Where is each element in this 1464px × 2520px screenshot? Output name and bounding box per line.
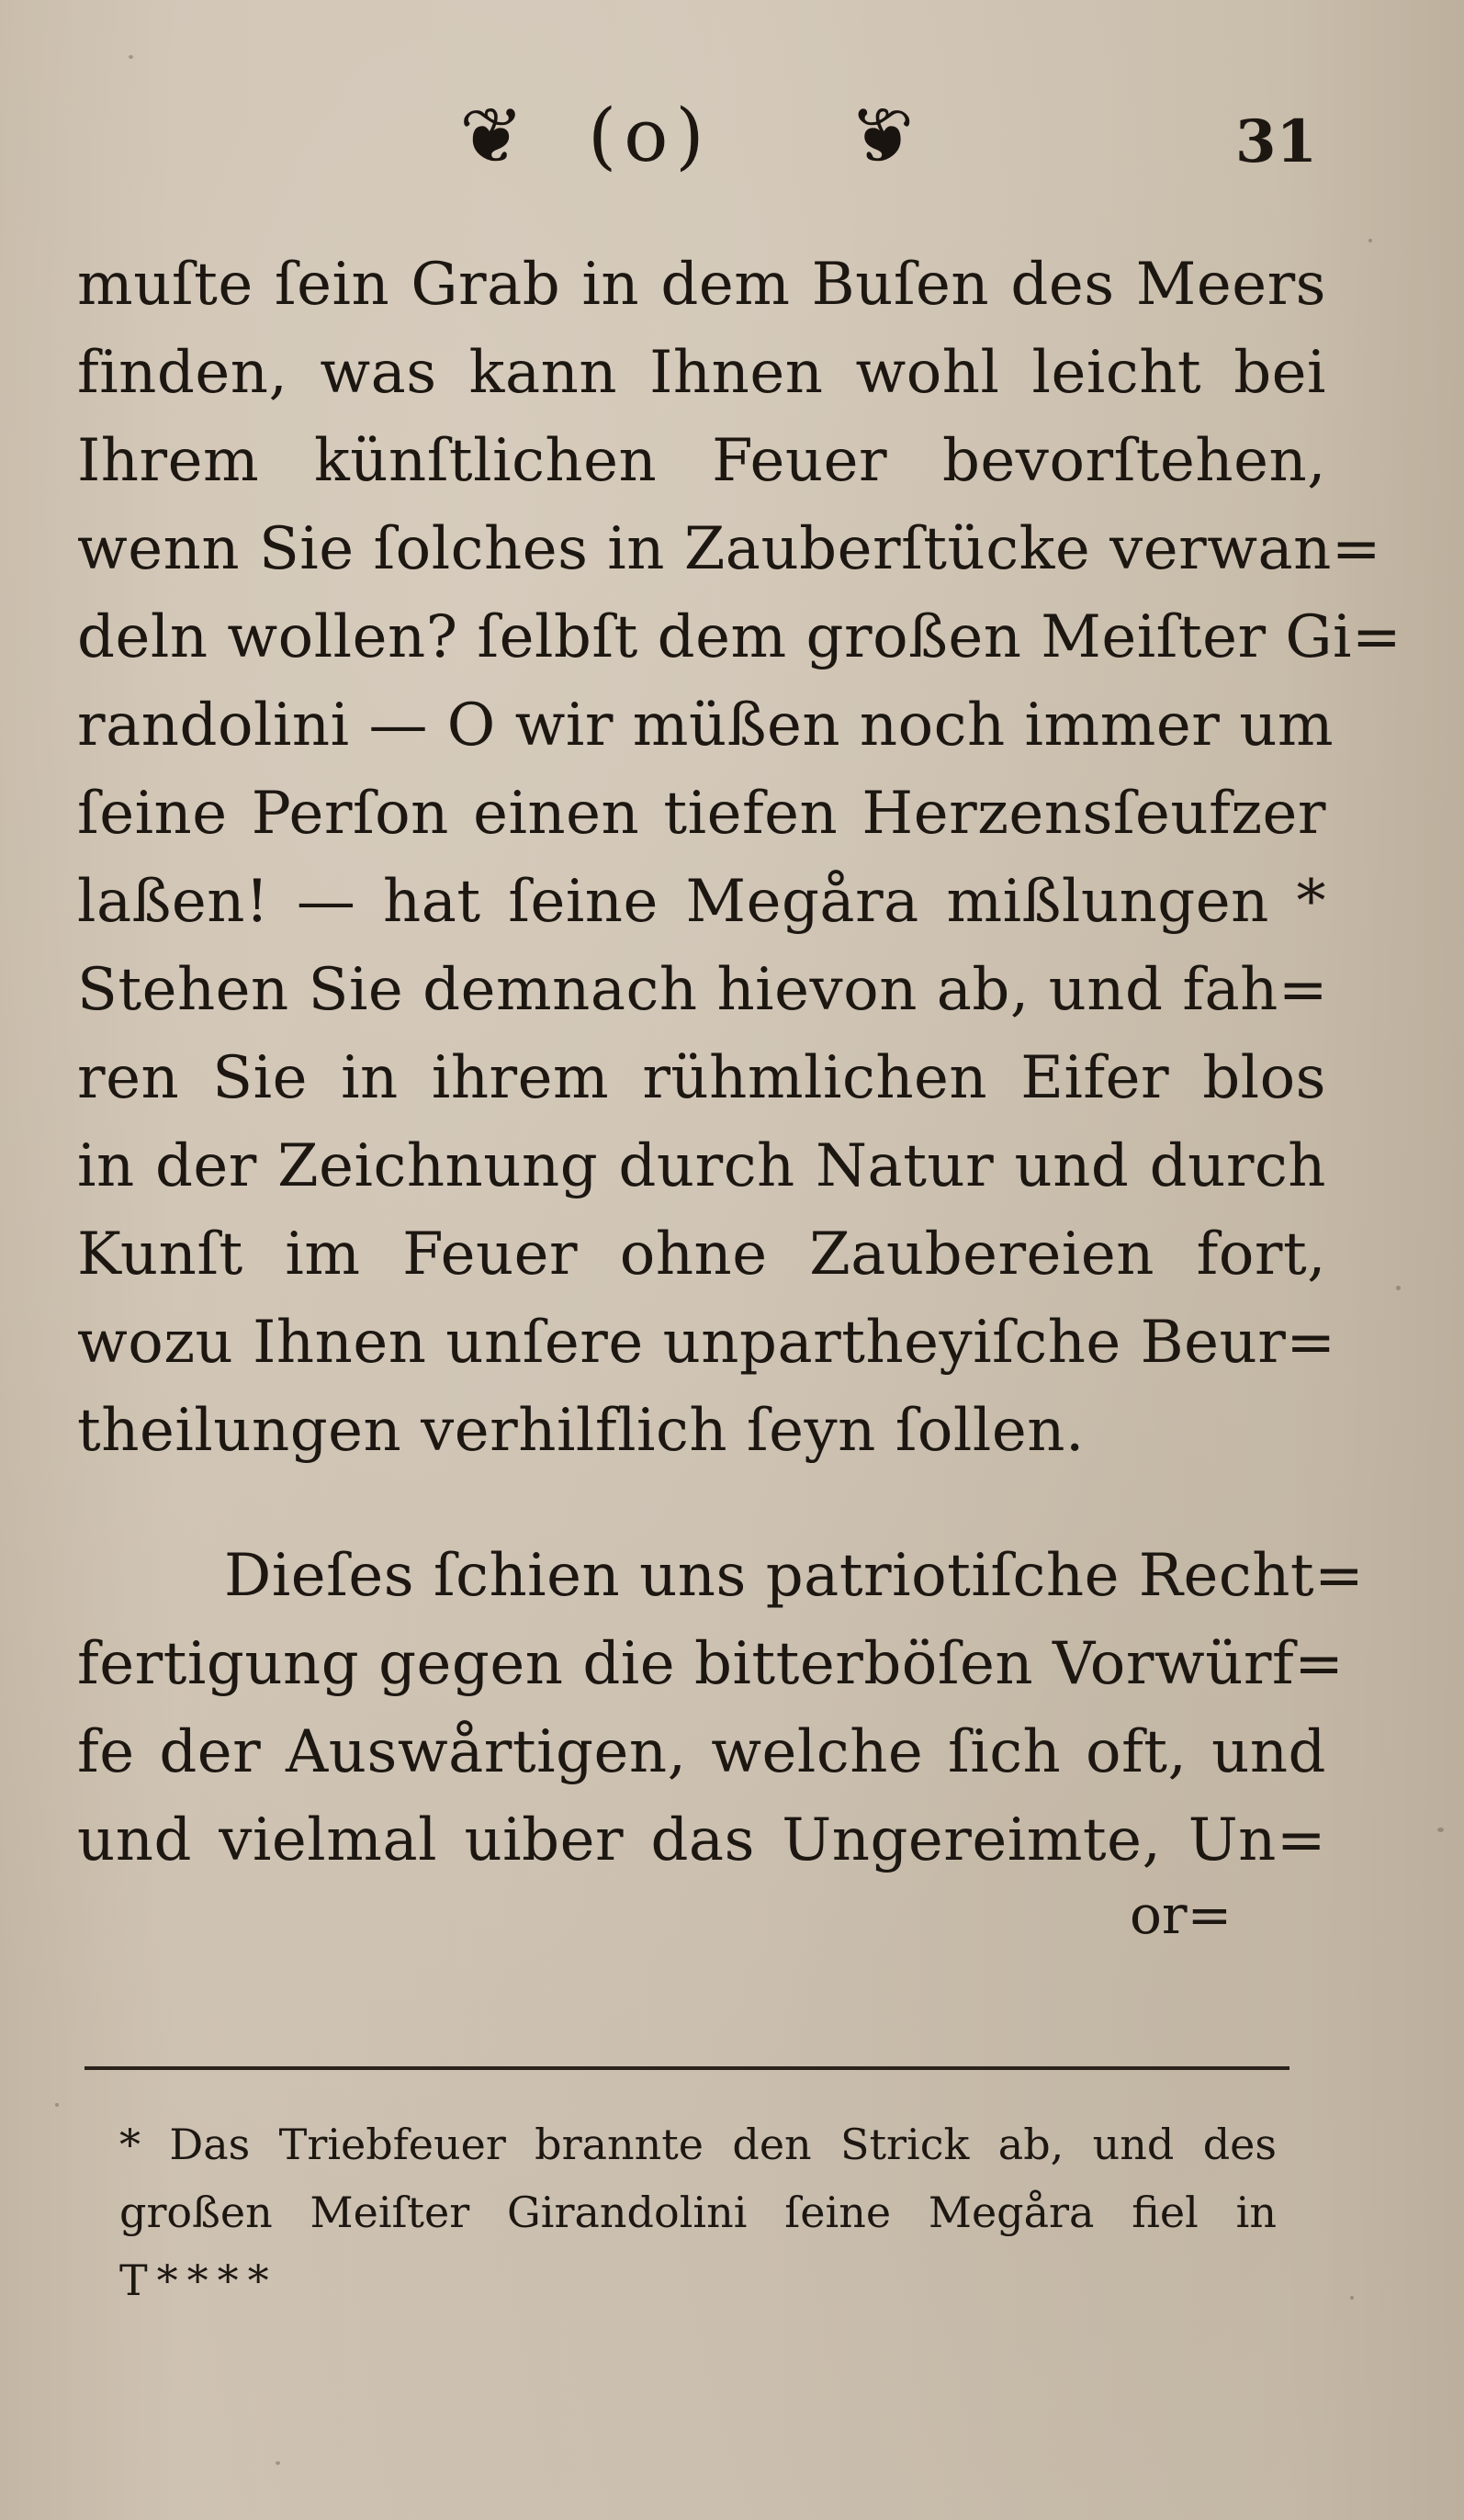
paper-speck bbox=[55, 2103, 59, 2107]
text-line: Kunſt im Feuer ohne Zaubereien fort, bbox=[77, 1221, 1326, 1288]
signature-mark: (o) bbox=[588, 93, 712, 178]
text-line: wozu Ihnen unſere unpartheyiſche Beur= bbox=[77, 1309, 1336, 1377]
paragraph-gap bbox=[77, 1475, 1326, 1532]
text-line: und vielmal uiber das Ungereimte, Un= bbox=[77, 1806, 1326, 1874]
text-line: finden, was kann Ihnen wohl leicht bei bbox=[77, 339, 1326, 407]
footnote bbox=[119, 2110, 1277, 2314]
body-text bbox=[77, 241, 1402, 1884]
text-line: wenn Sie ſolches in Zauberſtücke verwan= bbox=[77, 515, 1381, 583]
page-number: 31 bbox=[1235, 107, 1318, 176]
text-line: fertigung gegen die bitterböſen Vorwürf= bbox=[77, 1630, 1345, 1698]
paper-speck bbox=[1437, 1828, 1444, 1832]
text-line: ren Sie in ihrem rühmlichen Eifer blos bbox=[77, 1044, 1326, 1112]
paper-speck bbox=[1368, 239, 1372, 242]
footnote-line: * Das Triebfeuer brannte den Strick ab, und des bbox=[119, 2120, 1277, 2169]
catchword: or= bbox=[1130, 1884, 1233, 1946]
text-line: ſeine Perſon einen tiefen Herzensſeufzer bbox=[77, 780, 1326, 848]
text-line: in der Zeichnung durch Natur und durch bbox=[77, 1132, 1326, 1200]
fleuron-right-icon: ❦ bbox=[850, 91, 915, 181]
text-line: theilungen verhilflich ſeyn ſollen. bbox=[77, 1397, 1085, 1465]
text-line: Dieſes ſchien uns patriotiſche Recht= bbox=[224, 1542, 1365, 1610]
text-line: laßen! — hat ſeine Megåra mißlungen * bbox=[77, 868, 1326, 936]
page-header bbox=[0, 90, 1464, 191]
text-line: muſte ſein Grab in dem Buſen des Meers bbox=[77, 251, 1326, 319]
paper-speck bbox=[276, 2461, 280, 2465]
fleuron-left-icon: ❦ bbox=[459, 91, 524, 181]
footnote-line: T**** bbox=[119, 2256, 278, 2305]
text-line: deln wollen? ſelbſt dem großen Meiſter Gi= bbox=[77, 603, 1402, 671]
text-line: Ihrem künſtlichen Feuer bevorſtehen, bbox=[77, 427, 1326, 495]
paper-speck bbox=[129, 55, 133, 59]
footnote-rule bbox=[84, 2066, 1289, 2070]
paper-speck bbox=[1350, 2296, 1354, 2300]
text-line: fe der Auswårtigen, welche ſich oft, und bbox=[77, 1718, 1326, 1786]
text-line: randolini — O wir müßen noch immer um bbox=[77, 692, 1334, 759]
text-line: Stehen Sie demnach hievon ab, und fah= bbox=[77, 956, 1328, 1024]
footnote-line: großen Meiſter Girandolini ſeine Megåra fiel in bbox=[119, 2188, 1277, 2237]
paper-speck bbox=[1396, 1286, 1401, 1290]
